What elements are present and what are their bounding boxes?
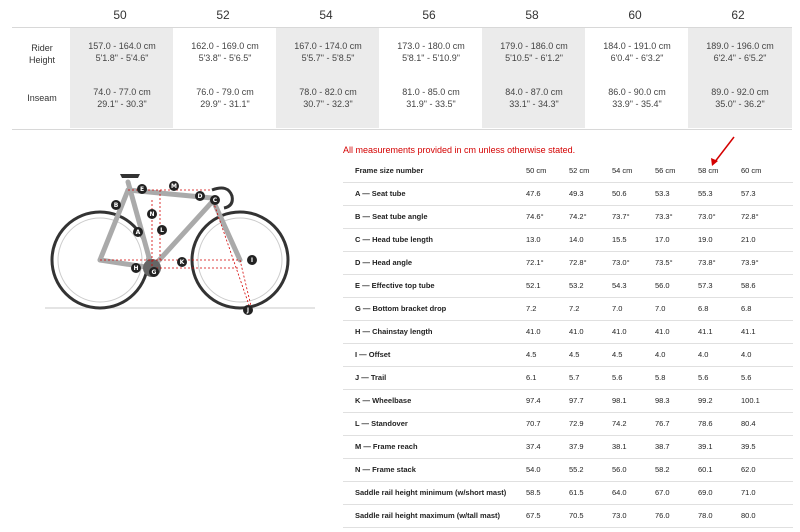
rider-height-cm: 184.0 - 191.0 cm xyxy=(603,41,671,51)
spec-column-header: 58 cm xyxy=(698,166,719,175)
rider-height-ft: 5'5.7" - 5'8.5" xyxy=(301,53,355,63)
spec-row-label: K — Wheelbase xyxy=(355,396,412,405)
table-row xyxy=(343,182,793,206)
spec-cell: 80.4 xyxy=(741,419,756,428)
svg-text:M: M xyxy=(171,183,177,190)
inseam-cm: 74.0 - 77.0 cm xyxy=(93,87,151,97)
spec-cell: 58.6 xyxy=(741,281,756,290)
rider-height-ft: 5'3.8" - 5'6.5" xyxy=(198,53,252,63)
spec-cell: 67.5 xyxy=(526,511,541,520)
svg-text:A: A xyxy=(135,229,141,236)
inseam-in: 33.9" - 35.4" xyxy=(612,99,662,109)
spec-cell: 4.0 xyxy=(698,350,709,359)
spec-cell: 41.1 xyxy=(741,327,756,336)
spec-cell: 4.5 xyxy=(569,350,580,359)
marker-B xyxy=(111,200,121,210)
spec-cell: 41.1 xyxy=(698,327,713,336)
svg-text:L: L xyxy=(160,227,164,234)
spec-cell: 6.8 xyxy=(741,304,752,313)
spec-cell: 41.0 xyxy=(569,327,584,336)
table-row xyxy=(343,228,793,252)
spec-cell: 61.5 xyxy=(569,488,584,497)
spec-row-label: B — Seat tube angle xyxy=(355,212,428,221)
inseam-cm: 81.0 - 85.0 cm xyxy=(402,87,460,97)
spec-cell: 67.0 xyxy=(655,488,670,497)
table-row xyxy=(343,435,793,459)
size-header-60: 60 xyxy=(628,8,642,22)
spec-cell: 21.0 xyxy=(741,235,756,244)
table-row xyxy=(343,389,793,413)
svg-text:G: G xyxy=(151,269,157,276)
size-header-54: 54 xyxy=(319,8,333,22)
spec-row-label: G — Bottom bracket drop xyxy=(355,304,447,313)
spec-row-label: H — Chainstay length xyxy=(355,327,433,336)
spec-cell: 72.8° xyxy=(569,258,587,267)
spec-cell: 15.5 xyxy=(612,235,627,244)
spec-cell: 14.0 xyxy=(569,235,584,244)
spec-cell: 78.6 xyxy=(698,419,713,428)
rider-height-cell-54 xyxy=(276,40,380,64)
rider-height-ft: 5'8.1" - 5'10.9" xyxy=(402,53,460,63)
spec-cell: 64.0 xyxy=(612,488,627,497)
table-row xyxy=(343,251,793,275)
svg-text:H: H xyxy=(133,265,139,272)
spec-cell: 72.1° xyxy=(526,258,544,267)
spec-row-label: D — Head angle xyxy=(355,258,413,267)
spec-cell: 73.8° xyxy=(698,258,716,267)
spec-cell: 13.0 xyxy=(526,235,541,244)
spec-column-header: 50 cm xyxy=(526,166,547,175)
spec-cell: 17.0 xyxy=(655,235,670,244)
inseam-in: 29.9" - 31.1" xyxy=(200,99,250,109)
svg-text:I: I xyxy=(250,257,254,264)
svg-text:D: D xyxy=(197,193,203,200)
marker-L xyxy=(157,225,167,235)
spec-cell: 6.1 xyxy=(526,373,537,382)
spec-column-header: 54 cm xyxy=(612,166,633,175)
marker-E xyxy=(137,184,147,194)
spec-cell: 98.3 xyxy=(655,396,670,405)
inseam-in: 35.0" - 36.2" xyxy=(715,99,765,109)
spec-cell: 72.9 xyxy=(569,419,584,428)
spec-row-label: E — Effective top tube xyxy=(355,281,435,290)
spec-row-label: C — Head tube length xyxy=(355,235,433,244)
spec-cell: 7.2 xyxy=(569,304,580,313)
spec-cell: 99.2 xyxy=(698,396,713,405)
spec-cell: 70.7 xyxy=(526,419,541,428)
spec-cell: 97.4 xyxy=(526,396,541,405)
size-header-58: 58 xyxy=(525,8,539,22)
inseam-cm: 84.0 - 87.0 cm xyxy=(505,87,563,97)
spec-cell: 55.3 xyxy=(698,189,713,198)
spec-cell: 57.3 xyxy=(698,281,713,290)
marker-M xyxy=(169,181,179,191)
rider-height-ft: 6'0.4" - 6'3.2" xyxy=(610,53,664,63)
spec-cell: 78.0 xyxy=(698,511,713,520)
svg-text:E: E xyxy=(139,186,145,193)
spec-cell: 73.5° xyxy=(655,258,673,267)
spec-cell: 54.3 xyxy=(612,281,627,290)
size-header-62: 62 xyxy=(731,8,745,22)
inseam-in: 29.1" - 30.3" xyxy=(97,99,147,109)
measurement-note: All measurements provided in cm unless otherwise stated. xyxy=(343,145,576,155)
spec-cell: 74.2 xyxy=(612,419,627,428)
table-row xyxy=(343,320,793,344)
spec-cell: 73.0° xyxy=(612,258,630,267)
bike-geometry-diagram xyxy=(40,160,320,320)
rider-height-cell-58 xyxy=(482,40,586,64)
rider-height-ft: 6'2.4" - 6'5.2" xyxy=(713,53,767,63)
spec-row-label: Frame size number xyxy=(355,166,424,175)
inseam-label: Inseam xyxy=(27,93,57,103)
spec-row-label: N — Frame stack xyxy=(355,465,416,474)
inseam-cm: 86.0 - 90.0 cm xyxy=(608,87,666,97)
spec-cell: 4.0 xyxy=(655,350,666,359)
spec-cell: 37.4 xyxy=(526,442,541,451)
spec-cell: 38.1 xyxy=(612,442,627,451)
spec-cell: 70.5 xyxy=(569,511,584,520)
size-header-52: 52 xyxy=(216,8,230,22)
spec-cell: 41.0 xyxy=(612,327,627,336)
spec-cell: 76.0 xyxy=(655,511,670,520)
spec-cell: 5.6 xyxy=(741,373,752,382)
rider-height-cm: 167.0 - 174.0 cm xyxy=(294,41,362,51)
inseam-cm: 76.0 - 79.0 cm xyxy=(196,87,254,97)
spec-cell: 62.0 xyxy=(741,465,756,474)
spec-cell: 53.3 xyxy=(655,189,670,198)
rider-height-cm: 189.0 - 196.0 cm xyxy=(706,41,774,51)
inseam-cm: 78.0 - 82.0 cm xyxy=(299,87,357,97)
spec-cell: 52.1 xyxy=(526,281,541,290)
rider-height-cm: 162.0 - 169.0 cm xyxy=(191,41,259,51)
marker-J xyxy=(243,305,253,315)
svg-text:B: B xyxy=(113,202,119,209)
table-row xyxy=(343,481,793,505)
inseam-cm: 89.0 - 92.0 cm xyxy=(711,87,769,97)
svg-text:N: N xyxy=(149,211,155,218)
spec-cell: 38.7 xyxy=(655,442,670,451)
spec-cell: 5.7 xyxy=(569,373,580,382)
size-header-56: 56 xyxy=(422,8,436,22)
marker-G xyxy=(149,267,159,277)
spec-cell: 5.6 xyxy=(612,373,623,382)
marker-K xyxy=(177,257,187,267)
svg-text:C: C xyxy=(212,197,218,204)
spec-cell: 73.0 xyxy=(612,511,627,520)
table-row xyxy=(343,504,793,528)
rider-height-cell-52 xyxy=(173,40,277,64)
marker-N xyxy=(147,209,157,219)
spec-cell: 74.6° xyxy=(526,212,544,221)
inseam-cell-58 xyxy=(482,86,586,110)
size-header-50: 50 xyxy=(113,8,127,22)
spec-row-label: A — Seat tube xyxy=(355,189,406,198)
spec-row-label: M — Frame reach xyxy=(355,442,418,451)
spec-cell: 76.7 xyxy=(655,419,670,428)
spec-cell: 7.2 xyxy=(526,304,537,313)
spec-cell: 39.5 xyxy=(741,442,756,451)
spec-cell: 37.9 xyxy=(569,442,584,451)
spec-cell: 50.6 xyxy=(612,189,627,198)
spec-cell: 73.3° xyxy=(655,212,673,221)
spec-cell: 97.7 xyxy=(569,396,584,405)
rider-height-cm: 157.0 - 164.0 cm xyxy=(88,41,156,51)
spec-cell: 5.6 xyxy=(698,373,709,382)
inseam-cell-56 xyxy=(379,86,483,110)
inseam-in: 30.7" - 32.3" xyxy=(303,99,353,109)
rider-height-ft: 5'1.8" - 5'4.6" xyxy=(95,53,149,63)
spec-column-header: 52 cm xyxy=(569,166,590,175)
inseam-cell-52 xyxy=(173,86,277,110)
rider-height-cm: 179.0 - 186.0 cm xyxy=(500,41,568,51)
spec-cell: 58.5 xyxy=(526,488,541,497)
spec-cell: 4.5 xyxy=(526,350,537,359)
spec-cell: 7.0 xyxy=(612,304,623,313)
spec-row-label: I — Offset xyxy=(355,350,391,359)
spec-cell: 54.0 xyxy=(526,465,541,474)
spec-cell: 56.0 xyxy=(655,281,670,290)
svg-text:J: J xyxy=(246,307,250,314)
svg-text:K: K xyxy=(179,259,185,266)
rider-height-cell-50 xyxy=(70,40,174,64)
spec-cell: 80.0 xyxy=(741,511,756,520)
rider-height-label: Rider Height xyxy=(28,43,55,65)
spec-cell: 74.2° xyxy=(569,212,587,221)
marker-C xyxy=(210,195,220,205)
rider-height-cell-60 xyxy=(585,40,689,64)
spec-cell: 5.8 xyxy=(655,373,666,382)
inseam-cell-62 xyxy=(688,86,792,110)
bottom-rule xyxy=(12,129,792,130)
spec-cell: 100.1 xyxy=(741,396,760,405)
inseam-cell-54 xyxy=(276,86,380,110)
spec-cell: 4.5 xyxy=(612,350,623,359)
table-row xyxy=(343,458,793,482)
spec-cell: 60.1 xyxy=(698,465,713,474)
spec-cell: 57.3 xyxy=(741,189,756,198)
rider-height-cm: 173.0 - 180.0 cm xyxy=(397,41,465,51)
inseam-cell-50 xyxy=(70,86,174,110)
spec-cell: 47.6 xyxy=(526,189,541,198)
table-row xyxy=(343,274,793,298)
spec-cell: 53.2 xyxy=(569,281,584,290)
spec-cell: 58.2 xyxy=(655,465,670,474)
marker-A xyxy=(133,227,143,237)
spec-column-header: 60 cm xyxy=(741,166,762,175)
spec-cell: 49.3 xyxy=(569,189,584,198)
spec-cell: 72.8° xyxy=(741,212,759,221)
spec-cell: 39.1 xyxy=(698,442,713,451)
spec-cell: 6.8 xyxy=(698,304,709,313)
spec-row-label: Saddle rail height maximum (w/tall mast) xyxy=(355,511,501,520)
spec-cell: 71.0 xyxy=(741,488,756,497)
spec-cell: 7.0 xyxy=(655,304,666,313)
spec-cell: 73.0° xyxy=(698,212,716,221)
rider-height-cell-56 xyxy=(379,40,483,64)
spec-row-label: J — Trail xyxy=(355,373,387,382)
table-row xyxy=(343,366,793,390)
marker-I xyxy=(247,255,257,265)
spec-cell: 4.0 xyxy=(741,350,752,359)
spec-cell: 98.1 xyxy=(612,396,627,405)
spec-cell: 19.0 xyxy=(698,235,713,244)
rider-height-cell-62 xyxy=(688,40,792,64)
marker-D xyxy=(195,191,205,201)
marker-H xyxy=(131,263,141,273)
spec-cell: 69.0 xyxy=(698,488,713,497)
spec-cell: 41.0 xyxy=(655,327,670,336)
size-header-row xyxy=(0,0,800,26)
spec-column-header: 56 cm xyxy=(655,166,676,175)
spec-header-row xyxy=(343,159,793,183)
spec-cell: 55.2 xyxy=(569,465,584,474)
table-row xyxy=(343,205,793,229)
spec-cell: 56.0 xyxy=(612,465,627,474)
inseam-in: 31.9" - 33.5" xyxy=(406,99,456,109)
spec-cell: 41.0 xyxy=(526,327,541,336)
inseam-cell-60 xyxy=(585,86,689,110)
spec-cell: 73.9° xyxy=(741,258,759,267)
table-row xyxy=(343,297,793,321)
table-row xyxy=(343,343,793,367)
table-row xyxy=(343,412,793,436)
spec-row-label: Saddle rail height minimum (w/short mast) xyxy=(355,488,507,497)
inseam-in: 33.1" - 34.3" xyxy=(509,99,559,109)
spec-row-label: L — Standover xyxy=(355,419,408,428)
rider-height-ft: 5'10.5" - 6'1.2" xyxy=(505,53,563,63)
spec-cell: 73.7° xyxy=(612,212,630,221)
